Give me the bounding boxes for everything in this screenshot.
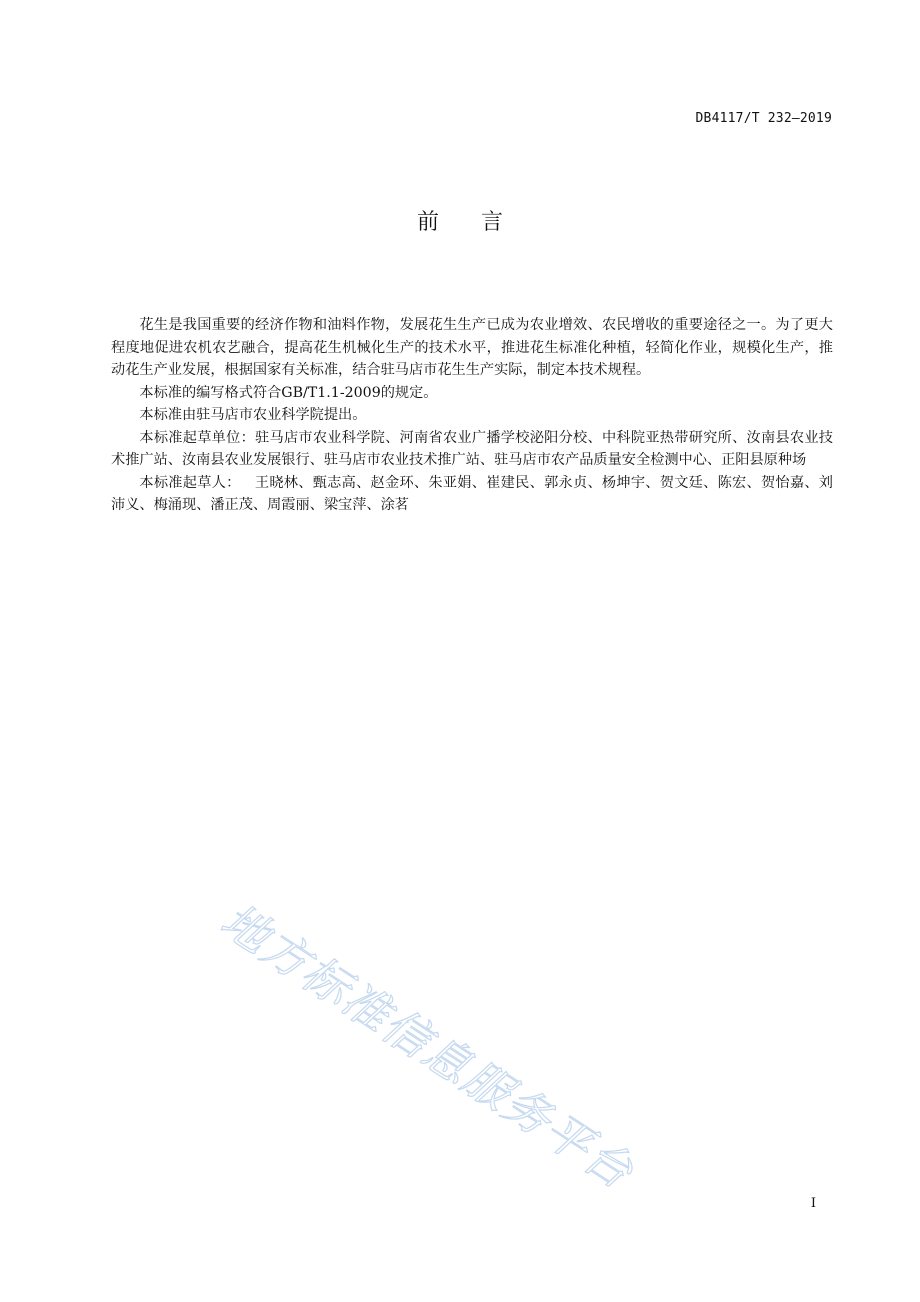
foreword-body — [111, 314, 833, 517]
drafters-names: 王晓林、甄志高、赵金环、朱亚娟、崔建民、郭永贞、杨坤宇、贺文廷、陈宏、贺怡嘉、刘沛义、梅涌现、潘正茂、周霞丽、梁宝萍、涂茗 — [111, 474, 833, 513]
paragraph-drafters — [111, 472, 833, 517]
watermark: 地方标准信息服务平台 — [211, 892, 644, 1200]
paragraph-drafting-units: 本标准起草单位：驻马店市农业科学院、河南省农业广播学校泌阳分校、中科院亚热带研究所、汝南县农业技术推广站、汝南县农业发展银行、驻马店市农业技术推广站、驻马店市农产品质量安全检测中心、正阳县原种场 — [111, 429, 833, 468]
page-title: 前言 — [416, 210, 545, 235]
standard-number: DB4117/T 232—2019 — [695, 111, 832, 126]
paragraph-format: 本标准的编写格式符合GB/T1.1-2009的规定。 — [139, 384, 438, 401]
page-number: I — [810, 1196, 816, 1211]
paragraph-proposer: 本标准由驻马店市农业科学院提出。 — [139, 407, 367, 423]
drafters-label: 本标准起草人： — [139, 474, 241, 491]
paragraph-intro: 花生是我国重要的经济作物和油料作物，发展花生生产已成为农业增效、农民增收的重要途径之一。为了更大程度地促进农机农艺融合，提高花生机械化生产的技术水平，推进花生标准化种植，轻简化作业，规模化生产，推动花生产业发展，根据国家有关标准，结合驻马店市花生生产实际，制定本技术规程。 — [111, 317, 833, 378]
